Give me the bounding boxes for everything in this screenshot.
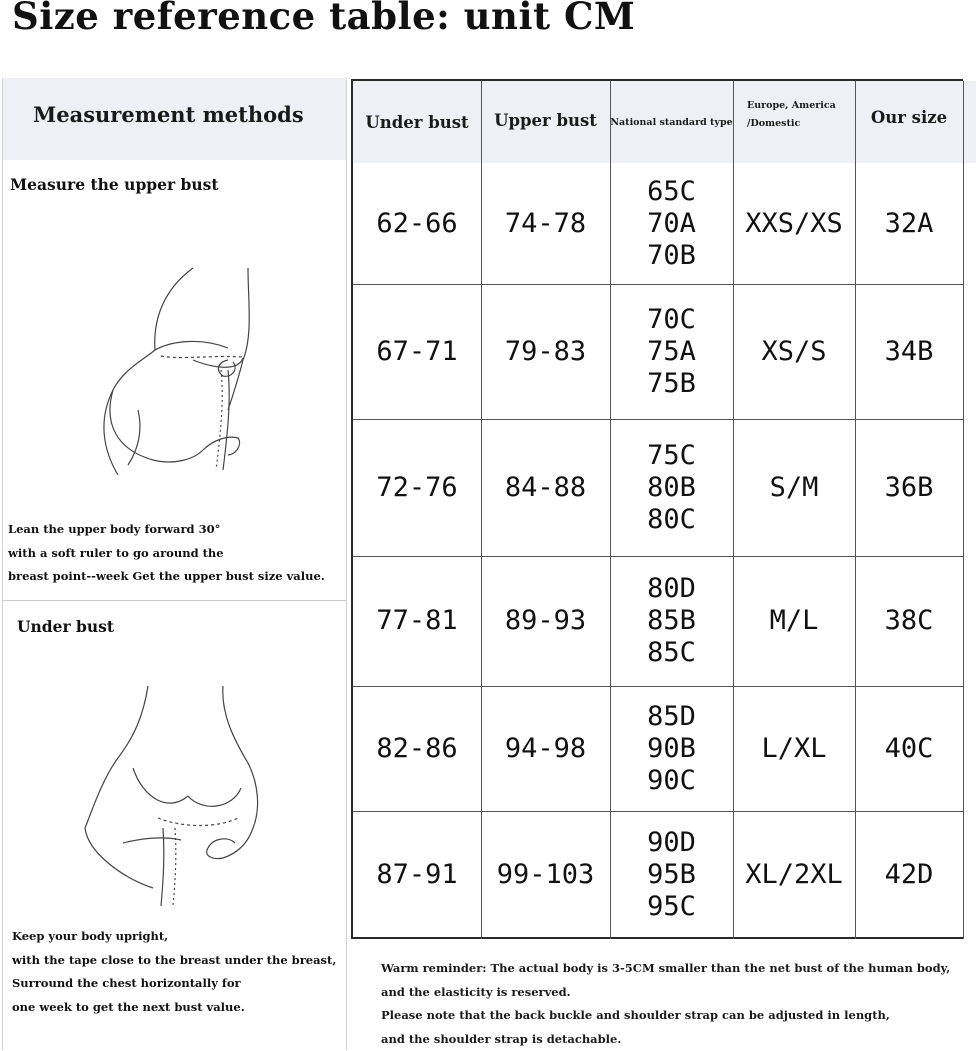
warm-reminder bbox=[381, 957, 950, 1051]
national-size: 70B bbox=[647, 240, 696, 272]
header-europe-line: Europe, America bbox=[747, 97, 836, 115]
cell-our-size: 36B bbox=[855, 419, 963, 556]
national-size: 95C bbox=[647, 891, 696, 923]
reminder-line: and the elasticity is reserved. bbox=[381, 981, 950, 1005]
cell-under-bust: 82-86 bbox=[353, 686, 481, 811]
header-upper-bust: Upper bust bbox=[481, 81, 610, 163]
cell-europe-size: XL/2XL bbox=[733, 811, 855, 939]
cell-national-standard bbox=[610, 686, 733, 811]
header-europe-america bbox=[733, 81, 855, 163]
cell-under-bust: 67-71 bbox=[353, 284, 481, 419]
under-bust-illustration bbox=[63, 678, 283, 908]
under-instruction-line: Keep your body upright, bbox=[12, 925, 336, 949]
cell-upper-bust: 99-103 bbox=[481, 811, 610, 939]
cell-national-standard bbox=[610, 419, 733, 556]
under-instruction-line: Surround the chest horizontally for bbox=[12, 972, 336, 996]
cell-our-size: 32A bbox=[855, 163, 963, 284]
national-size: 80C bbox=[647, 504, 696, 536]
national-size: 80B bbox=[647, 472, 696, 504]
national-size: 80D bbox=[647, 573, 696, 605]
header-europe-line: /Domestic bbox=[747, 115, 836, 133]
national-size: 70A bbox=[647, 208, 696, 240]
national-size: 90D bbox=[647, 827, 696, 859]
cell-europe-size: XS/S bbox=[733, 284, 855, 419]
cell-our-size: 38C bbox=[855, 556, 963, 686]
national-size: 70C bbox=[647, 304, 696, 336]
reminder-line: Please note that the back buckle and shoulder strap can be adjusted in length, bbox=[381, 1004, 950, 1028]
cell-our-size: 42D bbox=[855, 811, 963, 939]
national-size: 65C bbox=[647, 176, 696, 208]
measurement-heading: Measurement methods bbox=[33, 102, 304, 127]
cell-under-bust: 77-81 bbox=[353, 556, 481, 686]
cell-under-bust: 62-66 bbox=[353, 163, 481, 284]
national-size: 95B bbox=[647, 859, 696, 891]
cell-upper-bust: 89-93 bbox=[481, 556, 610, 686]
reminder-line: and the shoulder strap is detachable. bbox=[381, 1028, 950, 1051]
header-under-bust: Under bust bbox=[353, 81, 481, 163]
cell-national-standard bbox=[610, 284, 733, 419]
upper-bust-illustration bbox=[43, 260, 263, 485]
cell-under-bust: 72-76 bbox=[353, 419, 481, 556]
national-size: 85C bbox=[647, 637, 696, 669]
cell-national-standard bbox=[610, 556, 733, 686]
measurement-header bbox=[3, 78, 346, 160]
measurement-panel bbox=[2, 78, 347, 1050]
upper-bust-instructions bbox=[8, 518, 325, 589]
cell-our-size: 40C bbox=[855, 686, 963, 811]
header-our-size: Our size bbox=[855, 81, 963, 163]
cell-europe-size: L/XL bbox=[733, 686, 855, 811]
cell-upper-bust: 79-83 bbox=[481, 284, 610, 419]
under-bust-instructions bbox=[12, 925, 336, 1019]
section-divider bbox=[3, 600, 346, 601]
upper-instruction-line: Lean the upper body forward 30° bbox=[8, 518, 325, 542]
cell-europe-size: S/M bbox=[733, 419, 855, 556]
column-separator bbox=[963, 81, 964, 939]
header-national-standard: National standard type bbox=[610, 81, 733, 163]
cell-upper-bust: 94-98 bbox=[481, 686, 610, 811]
cell-upper-bust: 74-78 bbox=[481, 163, 610, 284]
national-size: 90C bbox=[647, 765, 696, 797]
cell-under-bust: 87-91 bbox=[353, 811, 481, 939]
upper-bust-title: Measure the upper bust bbox=[10, 175, 219, 194]
national-size: 75C bbox=[647, 440, 696, 472]
upper-instruction-line: breast point--week Get the upper bust size value. bbox=[8, 565, 325, 589]
reminder-line: Warm reminder: The actual body is 3-5CM smaller than the net bust of the human body, bbox=[381, 957, 950, 981]
cell-national-standard bbox=[610, 163, 733, 284]
national-size: 85B bbox=[647, 605, 696, 637]
cell-our-size: 34B bbox=[855, 284, 963, 419]
size-table bbox=[351, 79, 963, 939]
under-instruction-line: one week to get the next bust value. bbox=[12, 996, 336, 1020]
page-title: Size reference table: unit CM bbox=[12, 0, 635, 38]
national-size: 75B bbox=[647, 368, 696, 400]
national-size: 75A bbox=[647, 336, 696, 368]
cell-upper-bust: 84-88 bbox=[481, 419, 610, 556]
cell-europe-size: XXS/XS bbox=[733, 163, 855, 284]
under-instruction-line: with the tape close to the breast under the breast, bbox=[12, 949, 336, 973]
upper-instruction-line: with a soft ruler to go around the bbox=[8, 542, 325, 566]
national-size: 90B bbox=[647, 733, 696, 765]
cell-europe-size: M/L bbox=[733, 556, 855, 686]
under-bust-title: Under bust bbox=[17, 617, 114, 636]
national-size: 85D bbox=[647, 701, 696, 733]
cell-national-standard bbox=[610, 811, 733, 939]
